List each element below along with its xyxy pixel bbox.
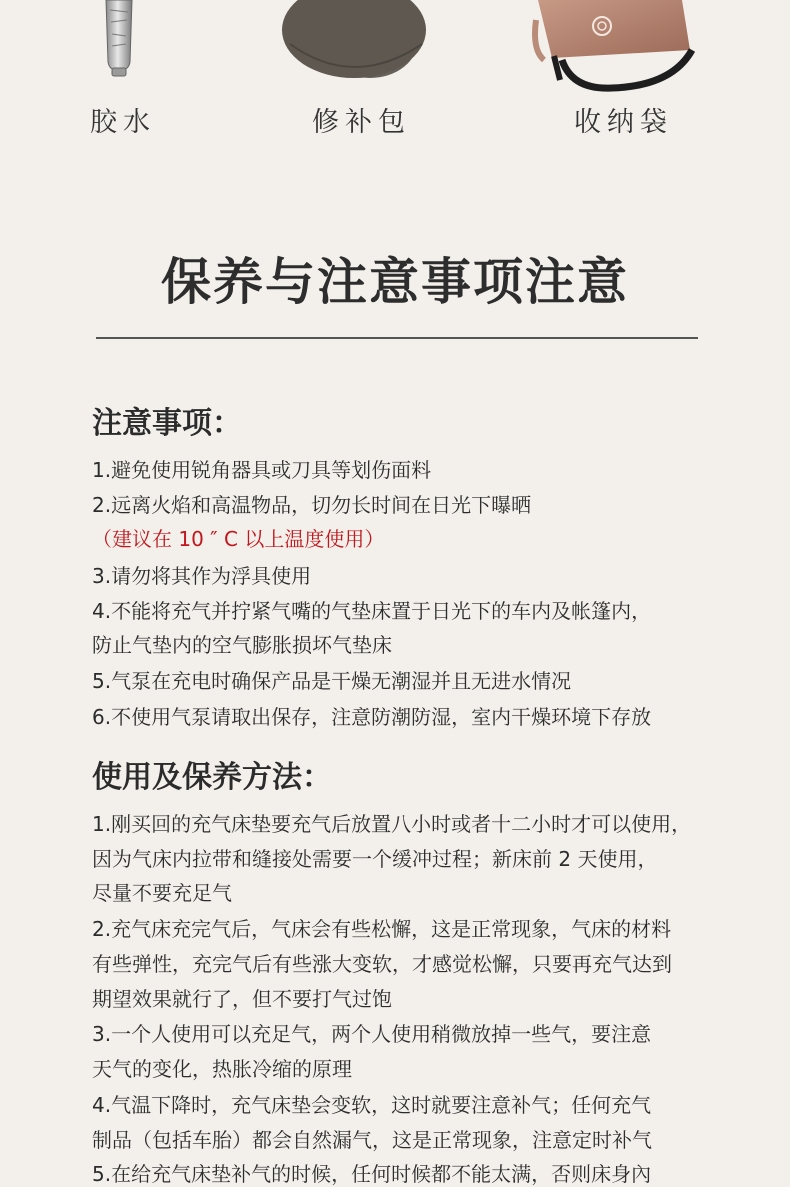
notes-line: 1.避免使用锐角器具或刀具等划伤面料 bbox=[92, 458, 432, 482]
accessory-label-patch: 修补包 bbox=[312, 107, 411, 138]
accessory-label-glue: 胶水 bbox=[90, 107, 156, 138]
glue-tube-image bbox=[96, 0, 146, 80]
care-line: 尽量不要充足气 bbox=[92, 881, 232, 905]
care-line: 期望效果就行了，但不要打气过饱 bbox=[92, 987, 392, 1011]
notes-line: 防止气垫内的空气膨胀损坏气垫床 bbox=[92, 633, 392, 657]
care-line: 天气的变化，热胀冷缩的原理 bbox=[92, 1057, 352, 1081]
care-line: 2.充气床充完气后，气床会有些松懈，这是正常现象，气床的材料 bbox=[92, 917, 672, 941]
repair-patch-image bbox=[282, 0, 430, 80]
notes-line: 4.不能将充气并拧紧气嘴的气垫床置于日光下的车内及帐篷内， bbox=[92, 599, 652, 623]
accessory-label-bag: 收纳袋 bbox=[574, 107, 673, 138]
care-line: 因为气床内拉带和缝接处需要一个缓冲过程；新床前 2 天使用， bbox=[92, 847, 658, 871]
care-line: 1.刚买回的充气床垫要充气后放置八小时或者十二小时才可以使用， bbox=[92, 812, 692, 836]
care-title: 使用及保养方法： bbox=[92, 760, 332, 795]
notes-line: 5.气泵在充电时确保产品是干燥无潮湿并且无进水情况 bbox=[92, 669, 572, 693]
care-line: 4.气温下降时，充气床垫会变软，这时就要注意补气；任何充气 bbox=[92, 1093, 652, 1117]
notes-title: 注意事项： bbox=[92, 406, 242, 441]
notes-line-warning: （建议在 10 ″ C 以上温度使用） bbox=[92, 527, 385, 551]
care-line: 3.一个人使用可以充足气，两个人使用稍微放掉一些气，要注意 bbox=[92, 1022, 652, 1046]
notes-line: 6.不使用气泵请取出保存，注意防潮防湿，室内干燥环境下存放 bbox=[92, 705, 652, 729]
title-divider bbox=[96, 337, 698, 339]
accessories-strip bbox=[0, 0, 790, 150]
notes-line: 3.请勿将其作为浮具使用 bbox=[92, 564, 312, 588]
care-line: 5.在给充气床垫补气的时候，任何时候都不能太满，否则床身內 bbox=[92, 1162, 652, 1186]
page-title: 保养与注意事项注意 bbox=[161, 253, 629, 311]
care-line: 有些弹性，充完气后有些涨大变软，才感觉松懈，只要再充气达到 bbox=[92, 952, 672, 976]
notes-line: 2.远离火焰和高温物品，切勿长时间在日光下曝晒 bbox=[92, 493, 532, 517]
storage-bag-image bbox=[532, 0, 700, 92]
care-line: 制品（包括车胎）都会自然漏气，这是正常现象，注意定时补气 bbox=[92, 1128, 652, 1152]
